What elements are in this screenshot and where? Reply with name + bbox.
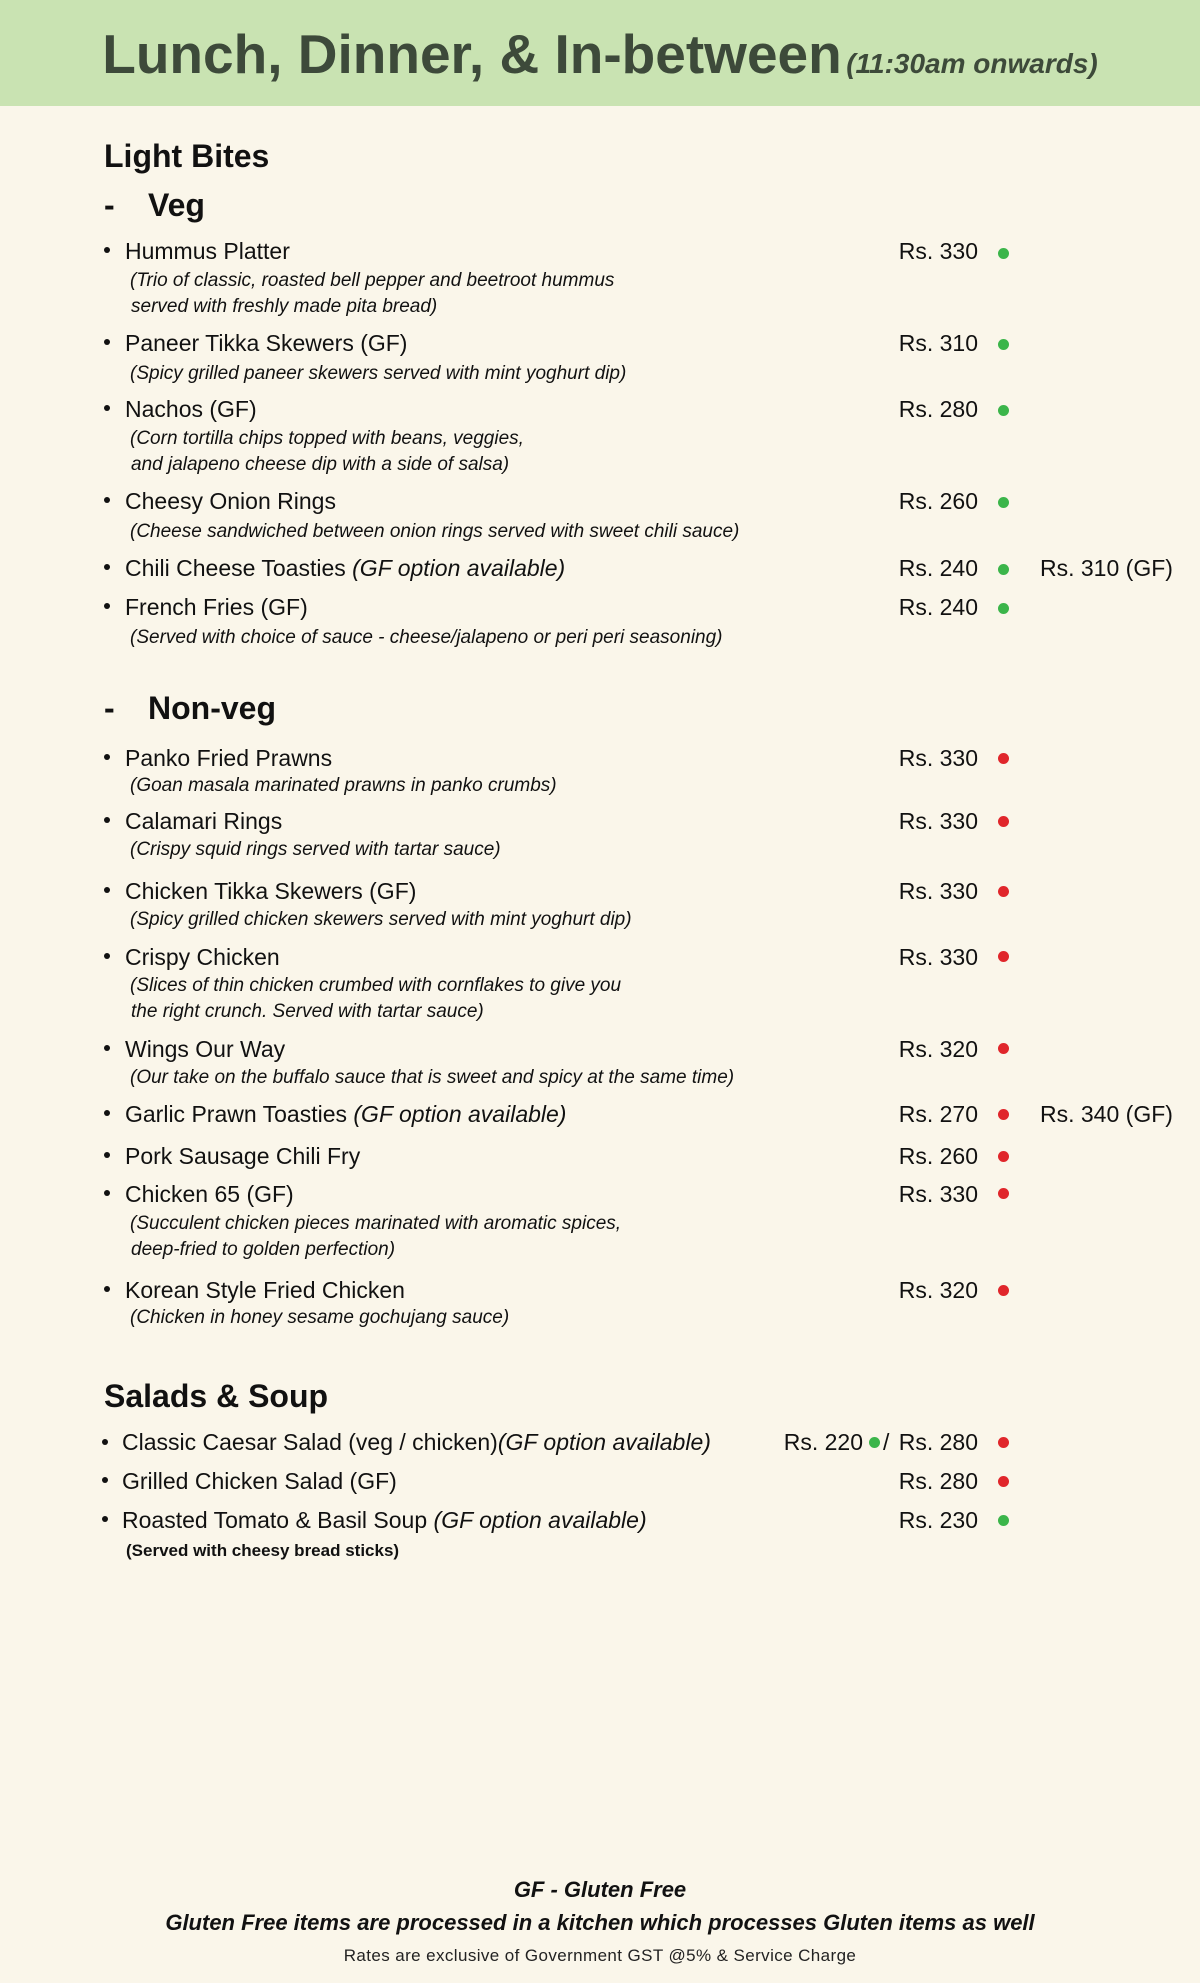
item-name-row: [122, 1507, 647, 1534]
page-title-main: Lunch, Dinner, & In-between: [102, 23, 842, 85]
item-price: Rs. 330: [898, 745, 978, 771]
bullet-icon: [102, 1150, 112, 1160]
item-name-row: [122, 1429, 711, 1456]
nonveg-indicator-icon: [998, 816, 1009, 827]
bullet-icon: [102, 1043, 112, 1053]
item-price-gf: Rs. 340 (GF): [1040, 1101, 1173, 1127]
page-title: [0, 22, 1200, 86]
item-description: the right crunch. Served with tartar sauce): [131, 1001, 484, 1022]
item-price: Rs. 310: [898, 330, 978, 356]
nonveg-indicator-icon: [998, 1151, 1009, 1162]
bullet-icon: [102, 752, 112, 762]
item-name: Hummus Platter: [125, 238, 290, 264]
item-name: Garlic Prawn Toasties: [125, 1101, 347, 1127]
veg-indicator-icon: [998, 405, 1009, 416]
section-title-light-bites: Light Bites: [104, 138, 270, 174]
veg-indicator-icon: [998, 339, 1009, 350]
item-price-gf: Rs. 310 (GF): [1040, 555, 1173, 581]
bullet-icon: [100, 1437, 110, 1447]
item-name: Nachos (GF): [125, 396, 257, 422]
item-name: Paneer Tikka Skewers (GF): [125, 330, 408, 356]
item-description: and jalapeno cheese dip with a side of salsa): [131, 454, 510, 475]
item-price: Rs. 320: [898, 1036, 978, 1062]
item-description: (Our take on the buffalo sauce that is sweet and spicy at the same time): [130, 1067, 735, 1088]
item-description: (Cheese sandwiched between onion rings served with sweet chili sauce): [130, 521, 740, 542]
item-description: (Chicken in honey sesame gochujang sauce): [130, 1307, 510, 1328]
item-price: Rs. 280: [898, 396, 978, 422]
price-separator: /: [883, 1429, 890, 1455]
item-description: (Spicy grilled chicken skewers served with mint yoghurt dip): [130, 909, 632, 930]
item-description: (Crispy squid rings served with tartar sauce): [130, 839, 501, 860]
nonveg-indicator-icon: [998, 753, 1009, 764]
bullet-icon: [102, 951, 112, 961]
item-price: Rs. 330: [898, 944, 978, 970]
item-name: Cheesy Onion Rings: [125, 488, 336, 514]
item-description: (Goan masala marinated prawns in panko crumbs): [130, 775, 557, 796]
item-name: Crispy Chicken: [125, 944, 280, 970]
veg-indicator-icon: [998, 603, 1009, 614]
item-price: Rs. 330: [898, 238, 978, 264]
item-price: Rs. 280: [898, 1429, 978, 1455]
item-description: (Slices of thin chicken crumbed with cornflakes to give you: [130, 975, 622, 996]
item-description: served with freshly made pita bread): [131, 296, 438, 317]
bullet-icon: [102, 562, 112, 572]
item-price-veg: Rs. 220: [783, 1429, 863, 1455]
item-name-row: [125, 555, 565, 582]
veg-indicator-icon: [998, 564, 1009, 575]
item-gf-option: (GF option available): [352, 555, 566, 581]
bullet-icon: [102, 815, 112, 825]
item-gf-option: (GF option available): [497, 1429, 711, 1455]
dash-glyph: -: [104, 187, 115, 223]
subsection-title-nonveg-label: Non-veg: [148, 690, 276, 726]
subsection-title-veg-label: Veg: [148, 187, 205, 223]
bullet-icon: [102, 885, 112, 895]
item-description: (Corn tortilla chips topped with beans, veggies,: [130, 428, 524, 449]
item-price: Rs. 270: [898, 1101, 978, 1127]
item-price: Rs. 330: [898, 1181, 978, 1207]
item-name: Chicken 65 (GF): [125, 1181, 294, 1207]
item-price: Rs. 240: [898, 555, 978, 581]
item-name-row: [125, 1101, 566, 1128]
bullet-icon: [102, 601, 112, 611]
bullet-icon: [102, 495, 112, 505]
item-price: Rs. 240: [898, 594, 978, 620]
bullet-icon: [102, 403, 112, 413]
nonveg-indicator-icon: [998, 1188, 1009, 1199]
item-name: Classic Caesar Salad: [122, 1429, 342, 1455]
item-name: French Fries (GF): [125, 594, 308, 620]
nonveg-indicator-icon: [998, 1437, 1009, 1448]
item-description: (Succulent chicken pieces marinated with aromatic spices,: [130, 1213, 622, 1234]
item-description: (Spicy grilled paneer skewers served with mint yoghurt dip): [130, 363, 627, 384]
bullet-icon: [102, 337, 112, 347]
subsection-title-nonveg: [104, 690, 276, 727]
footer-gf-label: GF - Gluten Free: [513, 1877, 687, 1902]
page-title-time: (11:30am onwards): [846, 48, 1098, 79]
item-name: Pork Sausage Chili Fry: [125, 1143, 361, 1169]
veg-indicator-icon: [998, 497, 1009, 508]
nonveg-indicator-icon: [998, 1285, 1009, 1296]
item-name: Chili Cheese Toasties: [125, 555, 346, 581]
item-name: Panko Fried Prawns: [125, 745, 333, 771]
nonveg-indicator-icon: [998, 1109, 1009, 1120]
footer-gf-note: Gluten Free items are processed in a kitchen which processes Gluten items as well: [165, 1910, 1035, 1935]
bullet-icon: [102, 1188, 112, 1198]
item-description: (Served with choice of sauce - cheese/jalapeno or peri peri seasoning): [130, 627, 723, 648]
footer-tax-note: Rates are exclusive of Government GST @5% & Service Charge: [343, 1946, 857, 1965]
item-name: Korean Style Fried Chicken: [125, 1277, 405, 1303]
item-price: Rs. 330: [898, 808, 978, 834]
nonveg-indicator-icon: [998, 951, 1009, 962]
bullet-icon: [102, 245, 112, 255]
bullet-icon: [102, 1284, 112, 1294]
dash-glyph: -: [104, 690, 115, 726]
item-name: Wings Our Way: [125, 1036, 286, 1062]
item-price: Rs. 230: [898, 1507, 978, 1533]
veg-indicator-icon: [998, 248, 1009, 259]
nonveg-indicator-icon: [998, 1476, 1009, 1487]
bullet-icon: [100, 1475, 110, 1485]
section-title-salads-soup: Salads & Soup: [104, 1378, 329, 1414]
item-description: (Served with cheesy bread sticks): [126, 1541, 400, 1560]
item-price: Rs. 320: [898, 1277, 978, 1303]
item-name: Roasted Tomato & Basil Soup: [122, 1507, 428, 1533]
item-name: Chicken Tikka Skewers (GF): [125, 878, 417, 904]
nonveg-indicator-icon: [998, 886, 1009, 897]
item-price: Rs. 330: [898, 878, 978, 904]
item-price: Rs. 260: [898, 1143, 978, 1169]
item-description: (Trio of classic, roasted bell pepper and beetroot hummus: [130, 270, 615, 291]
bullet-icon: [100, 1514, 110, 1524]
item-gf-option: (GF option available): [353, 1101, 567, 1127]
item-description: deep-fried to golden perfection): [131, 1239, 396, 1260]
item-name: Calamari Rings: [125, 808, 283, 834]
subsection-title-veg: [104, 187, 205, 224]
item-price: Rs. 280: [898, 1468, 978, 1494]
item-gf-option: (GF option available): [433, 1507, 647, 1533]
veg-indicator-icon: [998, 1515, 1009, 1526]
item-name: Grilled Chicken Salad (GF): [122, 1468, 397, 1494]
item-variant: (veg / chicken): [348, 1429, 498, 1455]
page-header: [0, 0, 1200, 106]
bullet-icon: [102, 1108, 112, 1118]
nonveg-indicator-icon: [998, 1043, 1009, 1054]
item-price: Rs. 260: [898, 488, 978, 514]
